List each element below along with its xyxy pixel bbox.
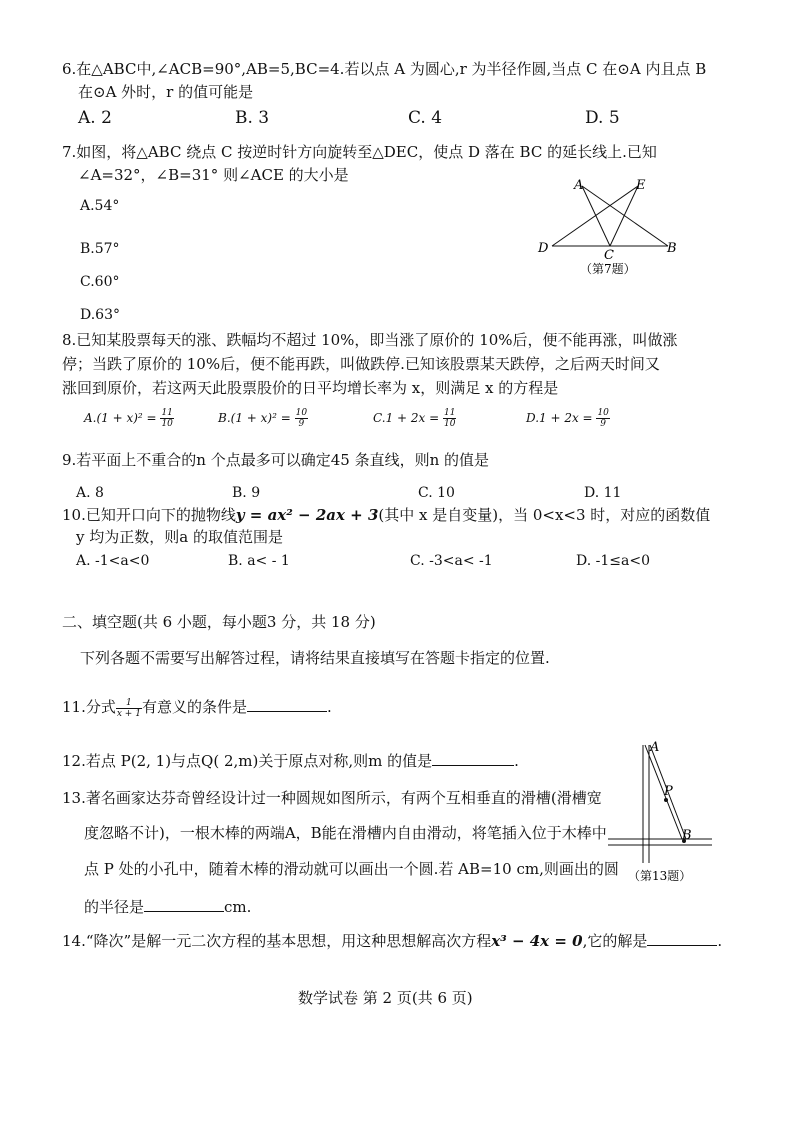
q13-label-p: P: [664, 784, 673, 799]
q10-line2: y 均为正数，则a 的取值范围是: [76, 528, 283, 546]
q11-line: 11.分式 $\frac{1}{x + 1}$ 有意义的条件是 .: [62, 697, 332, 719]
q14-line: 14.“降次”是解一元二次方程的基本思想，用这种思想解高次方程x³ − 4x = 0,它的解是 .: [62, 932, 723, 950]
q7-label-c: C: [604, 248, 614, 263]
q9-option-a: A. 8: [76, 485, 104, 501]
q9-option-d: D. 11: [584, 485, 622, 501]
q13-label-a: A: [650, 740, 660, 755]
q13-line2: 度忽略不计)，一根木棒的两端A，B能在滑槽内自由滑动，将笔插入位于木棒中: [84, 824, 607, 842]
q7-label-e: E: [636, 178, 646, 193]
q11-answer-blank[interactable]: [247, 697, 327, 712]
q8-line3: 涨回到原价，若这两天此股票股价的日平均增长率为 x，则满足 x 的方程是: [62, 379, 559, 397]
q10-option-d: D. -1≤a<0: [576, 553, 650, 569]
q7-option-b: B.57°: [80, 241, 120, 257]
q8-option-b: B.(1 + x)² = $\frac{10}{9}$: [218, 408, 308, 429]
q13-label-b: B: [682, 828, 692, 843]
q13-line3: 点 P 处的小孔中，随着木棒的滑动就可以画出一个圆.若 AB=10 cm,则画出的圆: [84, 860, 619, 878]
page-footer: 数学试卷 第 2 页(共 6 页): [298, 989, 473, 1007]
q7-option-c: C.60°: [80, 274, 120, 290]
q7-option-d: D.63°: [80, 307, 120, 323]
q8-option-a: A.(1 + x)² = $\frac{11}{10}$: [84, 408, 173, 429]
q8-line2: 停；当跌了原价的 10%后，便不能再跌，叫做跌停.已知该股票某天跌停，之后两天时间又: [62, 355, 660, 373]
q10-option-c: C. -3<a< -1: [410, 553, 493, 569]
q6-line2: 在⊙A 外时，r 的值可能是: [78, 83, 254, 101]
q9-option-c: C. 10: [418, 485, 455, 501]
q13-line4: 的半径是 cm.: [84, 898, 252, 916]
q10-line1: 10.已知开口向下的抛物线y = ax² − 2ax + 3(其中 x 是自变量)，当 0<x<3 时，对应的函数值: [62, 506, 711, 524]
q6-line1: 6.在△ABC中,∠ACB=90°,AB=5,BC=4.若以点 A 为圆心,r 为半径作圆,当点 C 在⊙A 内且点 B: [62, 60, 707, 78]
q14-answer-blank[interactable]: [647, 931, 717, 946]
q7-label-a: A: [574, 178, 584, 193]
q7-option-a: A.54°: [80, 198, 120, 214]
q8-line1: 8.已知某股票每天的涨、跌幅均不超过 10%，即当涨了原价的 10%后，便不能再涨，叫做涨: [62, 331, 678, 349]
q12-answer-blank[interactable]: [432, 751, 514, 766]
q6-option-b: B. 3: [235, 108, 270, 128]
q6-option-c: C. 4: [408, 108, 443, 128]
q10-option-b: B. a< - 1: [228, 553, 290, 569]
q13-answer-blank[interactable]: [144, 897, 224, 912]
q8-option-c: C.1 + 2x = $\frac{11}{10}$: [373, 408, 456, 429]
q7-label-b: B: [667, 241, 677, 256]
q12-line: 12.若点 P(2, 1)与点Q( 2,m)关于原点对称,则m 的值是 .: [62, 752, 519, 770]
q10-option-a: A. -1<a<0: [76, 553, 150, 569]
q9-option-b: B. 9: [232, 485, 261, 501]
q7-line2: ∠A=32°，∠B=31° 则∠ACE 的大小是: [78, 166, 349, 184]
q8-option-d: D.1 + 2x = $\frac{10}{9}$: [526, 408, 609, 429]
q9-line1: 9.若平面上不重合的n 个点最多可以确定45 条直线，则n 的值是: [62, 451, 490, 469]
q13-line1: 13.著名画家达芬奇曾经设计过一种圆规如图所示，有两个互相垂直的滑槽(滑槽宽: [62, 789, 602, 807]
q7-triangle-figure: [530, 172, 690, 282]
section2-instruction: 下列各题不需要写出解答过程，请将结果直接填写在答题卡指定的位置.: [80, 649, 550, 667]
q7-label-d: D: [538, 241, 549, 256]
section2-heading: 二、填空题(共 6 小题，每小题3 分，共 18 分): [62, 613, 376, 631]
q7-figure-caption: （第7题）: [580, 262, 636, 276]
q13-compass-figure: [600, 735, 720, 885]
q6-option-d: D. 5: [585, 108, 620, 128]
q7-line1: 7.如图，将△ABC 绕点 C 按逆时针方向旋转至△DEC，使点 D 落在 BC 的延长线上.已知: [62, 143, 657, 161]
q6-option-a: A. 2: [78, 108, 112, 128]
q13-figure-caption: （第13题）: [628, 869, 692, 883]
